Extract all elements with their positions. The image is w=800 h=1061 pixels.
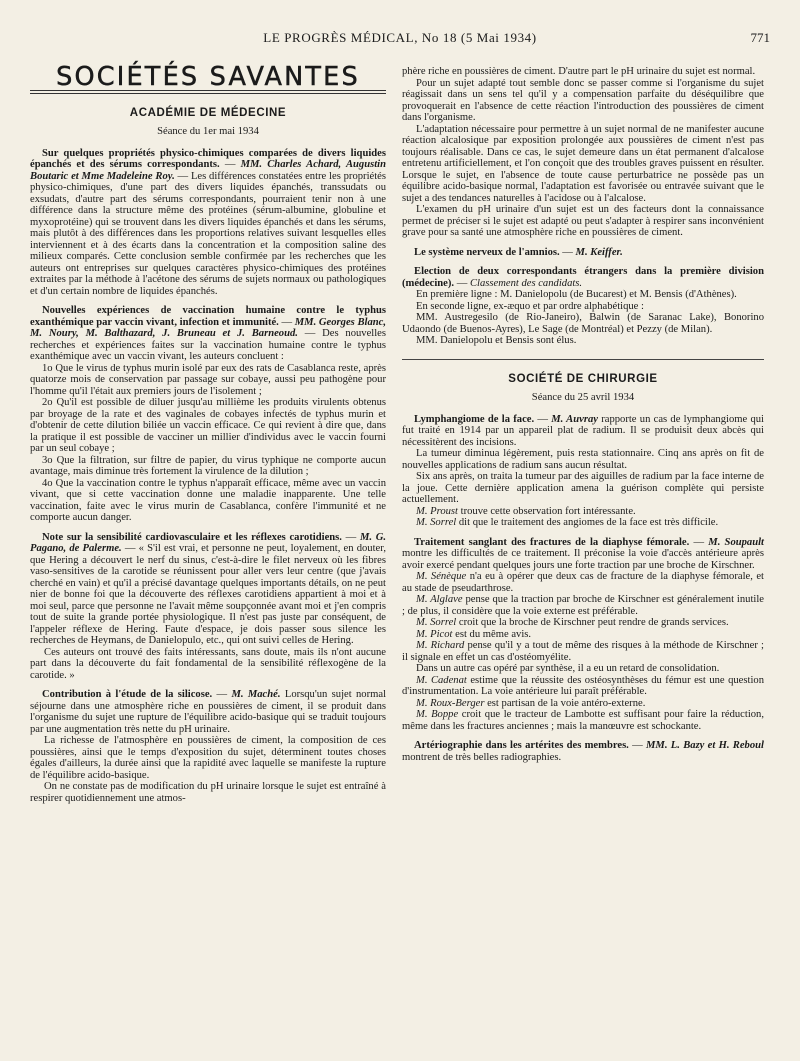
article-silicose: Contribution à l'étude de la silicose. — M. Maché. Lorsqu'un sujet normal séjourne dans une atmosphère riche en poussières de ciment, il se produit dans l'organisme du sujet une rupture de l'équilibre acido-basique qui se traduit toujours par une augmentation très nette du pH urinaire. — [30, 689, 387, 735]
article-heading: Lymphangiome de la face. — [414, 413, 535, 425]
discussion-text: dit que le traitement des angiomes de la face est très difficile. — [458, 517, 719, 528]
section-divider — [402, 359, 764, 360]
article-arteriographie: Artériographie dans les artérites des membres. — MM. L. Bazy et H. Reboul montrent de très belles radiographies. — [402, 740, 764, 763]
article-lymphangiome: Lymphangiome de la face. — M. Auvray rapporte un cas de lymphangiome qui fut traité en 1914 par un appareil plat de radium. Il se produisit deux abcès qui nécessitèrent des incisions. — [402, 413, 765, 448]
article-heading: Artériographie dans les artérites des membres. — [414, 740, 629, 751]
article-text: Les différences constatées entre les propriétés physico-chimiques, d'une part des divers liquides épanchés, transsudats ou exsudats, d'autre part des sérums correspondants, pourraient tenir non à une différence dans la structure même des protéines (sérum-albumine, globuline et myxoprotéine) qui se trouvent dans les divers liquides épanchés et dans les sérums, mais plutôt à des différences dans les proportions relatives suivant lesquelles elles interviennent et à des écarts dans la concentration et la composition saline des milieux comparés. Cette conclusion semble confirmée par les recherches que les auteurs ont entreprises sur quelques caractères physico-chimiques des protéines extraites par la méthode à l'acétone des sérums de sujets normaux ou pathologiques et d'un certain nombre de liquides épanchés. — [30, 170, 386, 297]
discussion-text: est du même avis. — [455, 628, 532, 640]
left-column — [30, 62, 387, 804]
article-authors: M. Auvray — [551, 413, 598, 425]
article-text: Des nouvelles recherches et expériences faites sur la vaccination humaine contre le typhus exanthémique avec un vaccin vivant, les auteurs concluent : — [30, 328, 387, 362]
discussant: M. Sorrel — [416, 617, 457, 628]
article-authors: M. Soupault — [708, 536, 765, 548]
session-date: Séance du 25 avril 1934 — [531, 392, 635, 403]
article-heading: Le système nerveux de l'amnios. — [414, 246, 560, 258]
article-authors: M. Maché. — [231, 689, 281, 700]
article-paragraph: On ne constate pas de modification du pH urinaire lorsque le sujet est entraîné à respirer quotidiennement une atmos- — [30, 781, 386, 804]
article-authors: MM. Georges Blanc, M. Noury, M. Balthazard, J. Bruneau et J. Barneoud. — [30, 316, 387, 339]
discussion-line — [402, 640, 764, 663]
article-amnios: Le système nerveux de l'amnios. — M. Keiffer. — [414, 246, 623, 258]
discussion-line — [402, 506, 764, 518]
article-paragraph: Ces auteurs ont trouvé des faits intéressants, sans doute, mais ils n'ont aucune part dans la découverte du fait fondamental de la sensibilité réflexogène de la carotide. » — [30, 646, 386, 681]
discussion-line — [402, 594, 764, 617]
discussant: M. Picot — [416, 628, 453, 640]
article-paragraph: La richesse de l'atmosphère en poussières de ciment, la composition de ces poussières, ainsi que le temps d'exposition du sujet, déterminent toutes choses égales d'ailleurs, la durée ainsi que la rapidité avec laquelle se manifeste la rupture de l'équilibre acido-basique. — [30, 735, 386, 781]
article-paragraph: Pour un sujet adapté tout semble donc se passer comme si l'organisme du sujet réagissait dans un sens tel qu'il y a compensation parfaite du déséquilibre que provoquerait en l'absence de cette réaction l'introduction des poussières de ciment dans l'organisme. — [402, 77, 764, 123]
article-text: Lorsqu'un sujet normal séjourne dans une atmosphère riche en poussières de ciment, il se produit dans l'organisme du sujet une rupture de l'équilibre acido-basique qui se traduit toujours par une augmentation très nette du pH urinaire. — [30, 689, 387, 735]
discussant: M. Proust — [416, 505, 458, 517]
society-heading-chirurgie: SOCIÉTÉ DE CHIRURGIE — [508, 372, 658, 385]
article-paragraph: Six ans après, on traita la tumeur par des aiguilles de radium par la face interne de la joue. Cette dernière application amena la guérison complète qui persiste actuellement. — [402, 471, 764, 505]
discussant: M. Sénèque — [416, 571, 467, 582]
discussion-line — [402, 517, 764, 529]
article-text: « S'il est vrai, et personne ne peut, loyalement, en douter, que Hering a découvert le nerf du sinus, c'est-à-dire le filet nerveux où les fibres vaso-sensitives de la carotide se réunissent pour aller vers leur centre (que j'avais cherché en vain) et qu'il a précisé davantage quelques importants détails, on ne peut nier de bonne foi que la découverte des réflexes carotidiens appartient à moi et à moi seul, parce que personne ne l'avait même soupçonnée avant moi et j'en compris tout de suite la grande portée physiologique. Il n'est pas juste par conséquent, de l'appeler réflexe de Hering. Faute d'espace, je dois passer sous silence les recherches de Heymans, de Danielopulo, etc., qui ont suivi celles de Hering. — [30, 543, 387, 646]
article-typhus: Nouvelles expériences de vaccination humaine contre le typhus exanthémique par vaccin vivant, infection et immunité. — MM. Georges Blanc, M. Noury, M. Balthazard, J. Bruneau et J. Barneoud. — Des nouvelles recherches et expériences faites sur la vaccination humaine contre le typhus exanthémique avec un vaccin vivant, les auteurs concluent : — [30, 305, 387, 362]
section-title: SOCIÉTÉS SAVANTES — [56, 62, 360, 92]
discussion-line — [402, 709, 764, 732]
discussion-text: n'a eu à opérer que deux cas de fracture de la diaphyse fémorale, et au stade de pseudarthrose. — [402, 571, 764, 594]
article-text: montre les difficultés de ce traitement. Il préconise la voie d'accès antérieure après avoir exercé pendant quelques jours une forte traction par une broche de Kirschner. — [402, 548, 764, 571]
article-subheading: Classement des candidats. — [469, 277, 583, 289]
conclusion-point: 1o Que le virus de typhus murin isolé par eux des rats de Casablanca reste, après quatorze mois de conservation par passage sur cobaye, aussi peu pathogène pour l'homme qu'il l'était aux premiers jours de l'isolement ; — [30, 362, 386, 397]
article-heading: Note sur la sensibilité cardiovasculaire et les réflexes carotidiens. — [42, 531, 342, 543]
page-number: 771 — [750, 30, 770, 45]
conclusion-point: 2o Qu'il est possible de diluer jusqu'au millième les produits virulents obtenus par broyage de la rate et des vaginales de cobayes infectés de typhus murin et d'obtenir de cette dilution biliée un vaccin efficace. Ce qui revient à dire que, dans la pratique il est possible de vacciner un millier d'individus avec le vaccin fourni par un seul cobaye ; — [30, 397, 386, 454]
running-head — [0, 30, 800, 48]
article-heading: Nouvelles expériences de vaccination humaine contre le typhus exanthémique par vaccin vivant, infection et immunité. — [30, 305, 386, 328]
article-paragraph: L'adaptation nécessaire pour permettre à un sujet normal de ne manifester aucune réaction alcalosique par exposition prolongée aux poussières de ciment n'est pas toujours réalisable. Dans ce cas, le sujet demeure dans un état permanent d'alcalose entretenu artificiellement, et l'on conçoit que des troubles graves puissent en résulter. Lorsque le sujet, en l'absence de toute cause perturbatrice ne possède pas un équilibre acido-basique normal, l'adaptation est favorisée ou entravée suivant que le sujet a des tendances naturelles à l'acidose ou à l'alcalose. — [402, 123, 764, 204]
discussion-line — [402, 571, 764, 594]
discussion-text: estime que la réussite des ostéosynthèses du fémur est une question d'instrumentation. La voie antérieure lui paraît préférable. — [402, 674, 764, 697]
discussion-text: croit que le tracteur de Lambotte est suffisant pour faire la réduction, même dans les fractures anciennes ; mais la manœuvre est schockante. — [402, 709, 765, 732]
article-paragraph: La tumeur diminua légèrement, puis resta stationnaire. Cinq ans après on fit de nouvelles applications de radium sans aucun résultat. — [402, 448, 764, 471]
discussant: M. Alglave — [416, 594, 463, 605]
discussion-line: Dans un autre cas opéré par synthèse, il a eu un retard de consolidation. — [416, 663, 720, 674]
conclusion-point: 4o Que la vaccination contre le typhus n'apparaît efficace, même avec un vaccin vivant, que si cette vaccination donne une maladie inapparente. Une telle vaccination, faite avec le virus murin de Casablanca, confère l'immunité et ne comporte aucun danger. — [30, 477, 386, 523]
article-authors: M. Keiffer. — [575, 246, 623, 258]
discussion-line — [402, 629, 764, 641]
discussion-line — [402, 675, 764, 698]
election-line: MM. Danielopolu et Bensis sont élus. — [416, 335, 577, 346]
discussion-text: croit que la broche de Kirschner peut rendre de grands services. — [458, 617, 729, 628]
conclusion-point: 3o Que la filtration, sur filtre de papier, du virus typhique ne comporte aucun avantage, mais diminue très fortement la virulence de la dilution ; — [30, 454, 386, 477]
discussion-text: pense qu'il y a tout de même des risques à la méthode de Kirschner ; il signale en effet un cas d'ostéomyélite. — [402, 640, 764, 663]
article-proprietes: Sur quelques propriétés physico-chimiques comparées de divers liquides épanchés et des sérums correspondants. — MM. Charles Achard, Augustin Boutaric et Mme Madeleine Roy. — Les différences constatées entre les propriétés physico-chimiques, d'une part des divers liquides épanchés, transsudats ou exsudats, d'autre part des sérums correspondants, pourraient tenir non à une différence dans la structure même des protéines (sérum-albumine, globuline et myxoprotéine) qui se trouvent dans les divers liquides épanchés et dans les sérums, mais plutôt à des différences dans les proportions relatives suivant lesquelles elles interviennent et à des écarts dans la concentration et la composition saline des milieux comparés. Cette conclusion semble confirmée par les recherches que les auteurs ont entreprises sur quelques caractères physico-chimiques des protéines extraites par la méthode à l'acétone des sérums de sujets normaux ou pathologiques et d'un certain nombre de liquides épanchés. — [30, 147, 386, 297]
article-authors: MM. Charles Achard, Augustin Boutaric et Mme Madeleine Roy. — [30, 159, 386, 182]
discussion-text: est partisan de la voie antéro-externe. — [487, 697, 646, 709]
article-text: montrent de très belles radiographies. — [402, 751, 562, 763]
article-authors: M. G. Pagano, de Palerme. — [30, 531, 386, 554]
article-election: Election de deux correspondants étrangers dans la première division (médecine). — Classement des candidats. — [402, 266, 764, 289]
discussant: M. Boppe — [416, 709, 459, 720]
discussant: M. Roux-Berger — [416, 697, 485, 709]
society-heading-academie: ACADÉMIE DE MÉDECINE — [129, 106, 287, 119]
journal-title: LE PROGRÈS MÉDICAL, No 18 (5 Mai 1934) — [263, 30, 537, 45]
article-text: rapporte un cas de lymphangiome qui fut traité en 1914 par un appareil plat de radium. Il se produisit deux abcès qui nécessitèrent des incisions. — [402, 413, 765, 448]
article-paragraph: L'examen du pH urinaire d'un sujet est un des facteurs dont la connaissance permet de préciser si le sujet est adapté ou peut s'adapter à respirer sans inconvénient grave pour sa santé une atmosphère riche en poussières de ciment. — [402, 204, 764, 238]
right-column — [402, 66, 764, 763]
discussion-line — [402, 698, 764, 710]
article-fractures: Traitement sanglant des fractures de la diaphyse fémorale. — M. Soupault montre les difficultés de ce traitement. Il préconise la voie d'accès antérieure après avoir exercé pendant quelques jours une forte traction par une broche de Kirschner. — [402, 536, 765, 571]
discussant: M. Richard — [416, 640, 465, 651]
article-paragraph: phère riche en poussières de ciment. D'autre part le pH urinaire du sujet est normal. — [402, 66, 756, 77]
discussant: M. Sorrel — [416, 517, 457, 528]
discussion-text: pense que la traction par broche de Kirschner est généralement inutile ; de plus, il considère que la voie externe est préférable. — [402, 594, 764, 617]
article-heading: Contribution à l'étude de la silicose. — [42, 689, 213, 700]
article-sensibilite: Note sur la sensibilité cardiovasculaire et les réflexes carotidiens. — M. G. Pagano, de Palerme. — « S'il est vrai, et personne ne peut, loyalement, en douter, que Hering a découvert le nerf du sinus, c'est-à-dire le filet nerveux où les fibres vaso-sensitives de la carotide se réunissent pour aller vers leur centre (que j'avais cherché en vain) et qu'il a précisé davantage quelques importants détails, on ne peut nier de bonne foi que la découverte des réflexes carotidiens appartient à moi et à moi seul, parce que personne ne l'avait même soupçonnée avant moi et j'en compris tout de suite la grande portée physiologique. Il n'est pas juste par conséquent, de l'appeler réflexe de Hering. Faute d'espace, je dois passer sous silence les recherches de Heymans, de Danielopulo, etc., qui ont suivi celles de Hering. — [30, 531, 387, 646]
discussion-text: trouve cette observation fort intéressante. — [460, 505, 636, 517]
article-heading: Traitement sanglant des fractures de la diaphyse fémorale. — [414, 536, 690, 548]
article-heading: Election de deux correspondants étrangers dans la première division (médecine). — [402, 266, 764, 289]
election-line: En seconde ligne, ex-æquo et par ordre alphabétique : — [416, 300, 644, 312]
article-authors: MM. L. Bazy et H. Reboul — [646, 740, 764, 751]
discussant: M. Cadenat — [416, 674, 467, 686]
election-line: En première ligne : M. Danielopolu (de Bucarest) et M. Bensis (d'Athènes). — [416, 289, 737, 300]
election-line: MM. Austregesilo (de Rio-Janeiro), Balwin (de Saranac Lake), Bonorino Udaondo (de Buenos-Ayres), Le Sage (de Montréal) et Pezzy (de Milan). — [402, 312, 764, 335]
article-heading: Sur quelques propriétés physico-chimiques comparées de divers liquides épanchés et des sérums correspondants. — [30, 147, 386, 170]
session-date: Séance du 1er mai 1934 — [157, 126, 259, 137]
discussion-line — [402, 617, 764, 629]
